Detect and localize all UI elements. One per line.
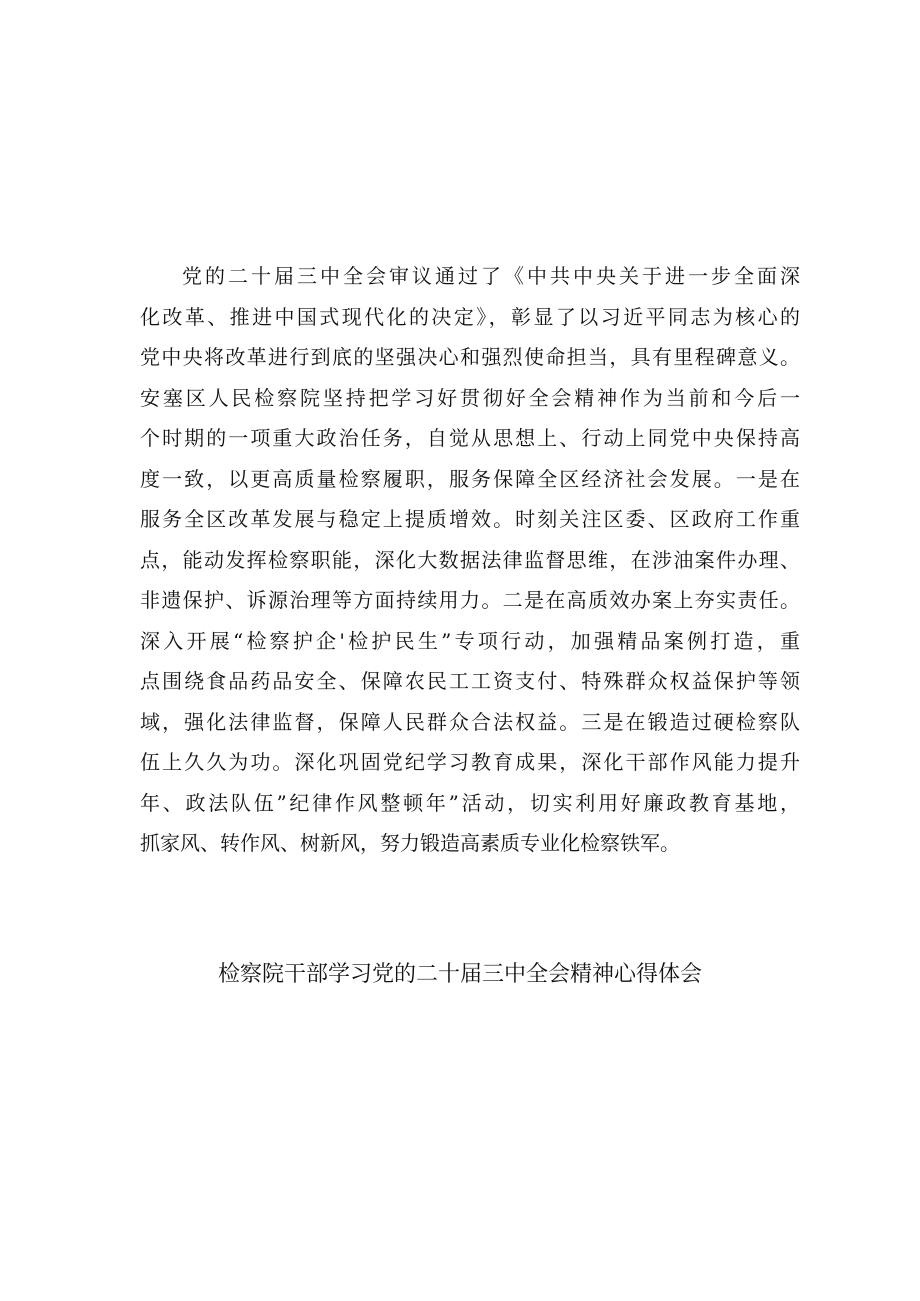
paragraph-line: 点，能动发挥检察职能，深化大数据法律监督思维，在涉油案件办理、 xyxy=(140,547,800,572)
paragraph-line: 服务全区改革发展与稳定上提质增效。时刻关注区委、区政府工作重 xyxy=(140,507,800,531)
body-paragraph xyxy=(140,256,800,864)
paragraph-line: 化改革、推进中国式现代化的决定》，彰显了以习近平同志为核心的 xyxy=(140,304,800,329)
paragraph-line: 非遗保护、诉源治理等方面持续用力。二是在高质效办案上夯实责任。 xyxy=(140,588,800,612)
paragraph-line: 度一致，以更高质量检察履职，服务保障全区经济社会发展。一是在 xyxy=(140,466,800,491)
paragraph-line: 年、政法队伍”纪律作风整顿年”活动，切实利用好廉政教育基地， xyxy=(140,790,800,815)
paragraph-line: 伍上久久为功。深化巩固党纪学习教育成果，深化干部作风能力提升 xyxy=(140,750,800,774)
paragraph-line: 党中央将改革进行到底的坚强决心和强烈使命担当，具有里程碑意义。 xyxy=(140,345,800,369)
document-heading: 检察院干部学习党的二十届三中全会精神心得体会 xyxy=(217,962,702,987)
paragraph-line: 党的二十届三中全会审议通过了《中共中央关于进一步全面深 xyxy=(182,264,800,288)
paragraph-line: 抓家风、转作风、树新风，努力锻造高素质专业化检察铁军。 xyxy=(140,831,680,855)
paragraph-line: 安塞区人民检察院坚持把学习好贯彻好全会精神作为当前和今后一 xyxy=(140,385,800,410)
paragraph-line: 点围绕食品药品安全、保障农民工工资支付、特殊群众权益保护等领 xyxy=(140,669,800,693)
paragraph-line: 个时期的一项重大政治任务，自觉从思想上、行动上同党中央保持高 xyxy=(140,426,800,450)
paragraph-line: 域，强化法律监督，保障人民群众合法权益。三是在锻造过硬检察队 xyxy=(140,709,800,734)
paragraph-line: 深入开展“检察护企'检护民生”专项行动，加强精品案例打造，重 xyxy=(140,628,800,653)
